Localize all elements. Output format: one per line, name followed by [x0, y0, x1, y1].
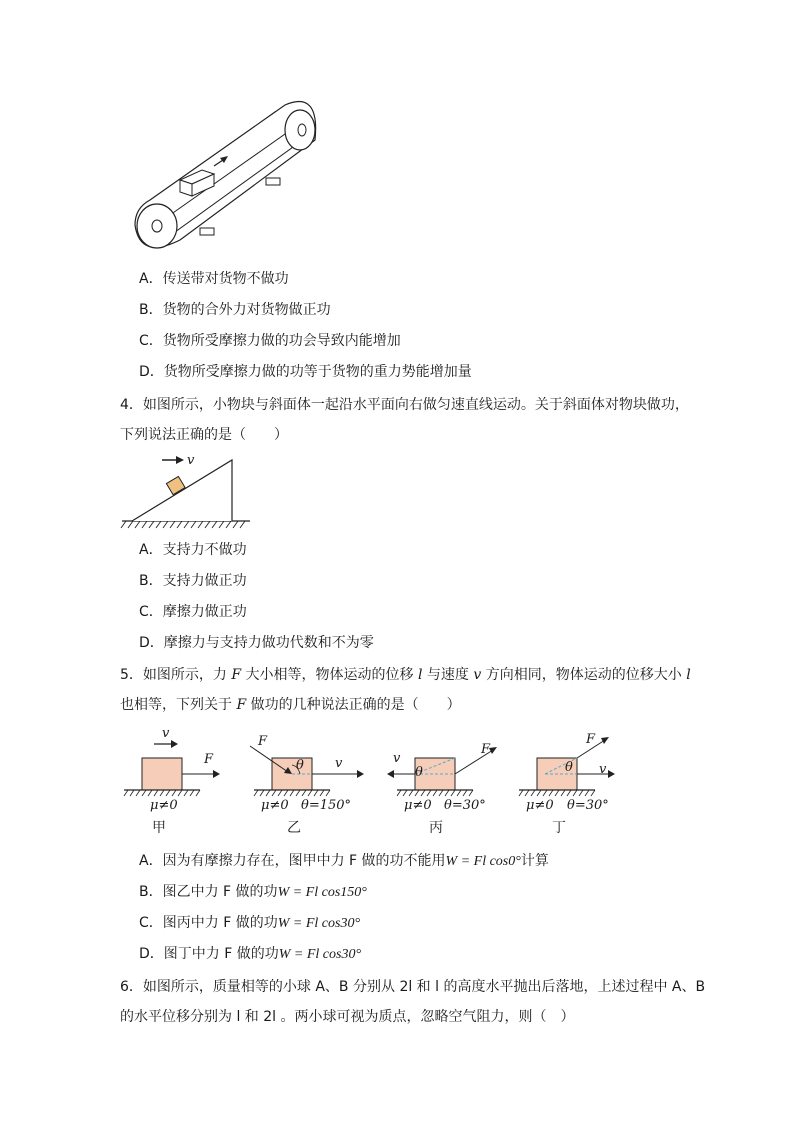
q5-option-a: A．因为有摩擦力存在，图甲中力 F 做的功不能用W = Fl cos0°计算 — [139, 853, 549, 869]
q4-option-b: B．支持力做正功 — [139, 573, 247, 589]
q6-stem-line2: 的水平位移分别为 l 和 2l 。两小球可视为质点，忽略空气阻力，则（ ） — [120, 1009, 575, 1025]
q4-v-label: v — [187, 453, 195, 468]
q5-bing-angle: θ — [415, 765, 423, 780]
q5-bing-mu: μ≠0 — [404, 798, 432, 813]
q6-stem-line1: 6．如图所示，质量相等的小球 A、B 分别从 2l 和 l 的高度水平抛出后落地，上述过程中 A、B — [120, 979, 706, 995]
q4-stem-line2: 下列说法正确的是（ ） — [120, 427, 288, 443]
q5-option-c: C．图丙中力 F 做的功W = Fl cos30° — [139, 915, 361, 931]
q5-bing-v: v — [393, 751, 401, 766]
q5-bing-f: F — [481, 742, 491, 757]
q3-option-a: A．传送带对货物不做功 — [139, 271, 289, 287]
q5-yi-f: F — [258, 734, 268, 749]
q5-yi-theta: θ=150° — [301, 798, 352, 813]
q5-bing-theta: θ=30° — [444, 798, 486, 813]
q5-jia-f: F — [204, 752, 214, 767]
q4-option-c: C．摩擦力做正功 — [139, 604, 247, 620]
q5-option-b: B．图乙中力 F 做的功W = Fl cos150° — [139, 884, 367, 900]
q3-option-b: B．货物的合外力对货物做正功 — [139, 302, 331, 318]
q5-stem-line2: 也相等，下列关于 F 做功的几种说法正确的是（ ） — [120, 697, 461, 713]
q5-ding-angle: θ — [565, 760, 573, 775]
q5-bing-caption: 丙 — [429, 820, 443, 836]
q4-option-d: D．摩擦力与支持力做功代数和不为零 — [139, 635, 374, 651]
q5-ding-f: F — [586, 732, 596, 747]
q5-yi-v: v — [335, 756, 343, 771]
q5-ding-caption: 丁 — [552, 820, 566, 836]
q3-option-c: C．货物所受摩擦力做的功会导致内能增加 — [139, 333, 401, 349]
q5-yi-angle: θ — [296, 758, 304, 773]
q5-jia-caption: 甲 — [152, 820, 166, 836]
q5-ding-mu: μ≠0 — [526, 798, 554, 813]
q4-stem-line1: 4．如图所示，小物块与斜面体一起沿水平面向右做匀速直线运动。关于斜面体对物块做功， — [120, 397, 689, 413]
conveyor-belt-figure — [130, 100, 330, 260]
q3-option-d: D．货物所受摩擦力做的功等于货物的重力势能增加量 — [139, 364, 472, 380]
q5-ding-v: v — [599, 762, 607, 777]
q4-option-a: A．支持力不做功 — [139, 542, 247, 558]
q5-jia-v: v — [162, 726, 170, 741]
q5-jia-mu: μ≠0 — [150, 798, 178, 813]
q5-yi-mu: μ≠0 — [261, 798, 289, 813]
q5-yi-caption: 乙 — [287, 820, 301, 836]
q5-ding-theta: θ=30° — [567, 798, 609, 813]
q5-option-d: D．图丁中力 F 做的功W = Fl cos30° — [139, 946, 362, 962]
q5-stem-line1: 5．如图所示，力 F 大小相等，物体运动的位移 l 与速度 v 方向相同，物体运动的位移大小 l — [120, 667, 691, 683]
